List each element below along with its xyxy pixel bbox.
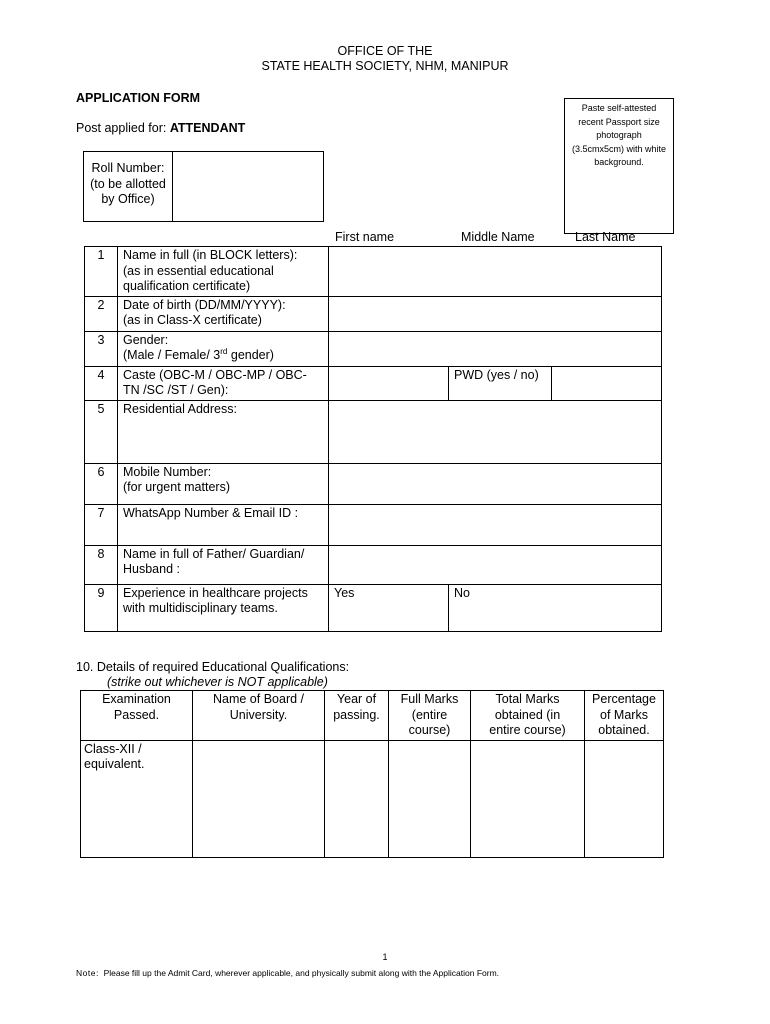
examination-cell (81, 740, 193, 857)
row-label-line: Caste (OBC-M / OBC-MP / OBC- (123, 367, 307, 382)
full-name-field[interactable] (329, 247, 662, 297)
header-line: Name of Board / (212, 692, 304, 706)
gender-superscript: rd (220, 346, 228, 356)
row-label (118, 296, 329, 331)
row-number: 6 (85, 463, 118, 504)
middle-name-header: Middle Name (461, 230, 535, 244)
row-label-line: with multidisciplinary teams. (123, 601, 278, 615)
roll-label-line-3: by Office) (101, 192, 155, 206)
row-number: 1 (85, 247, 118, 297)
table-row (85, 296, 662, 331)
experience-no-option[interactable]: No (449, 584, 662, 631)
photo-box[interactable] (564, 98, 674, 234)
board-field[interactable] (193, 740, 325, 857)
header-line: passing. (333, 707, 380, 722)
row-label (118, 545, 329, 584)
header-line: Passed. (113, 707, 160, 722)
row-label (118, 584, 329, 631)
row-label-line: Mobile Number: (123, 464, 212, 479)
footer-note (76, 968, 499, 978)
full-marks-field[interactable] (389, 740, 471, 857)
experience-yes-option[interactable]: Yes (329, 584, 449, 631)
row-label-line: WhatsApp Number & Email ID : (123, 505, 299, 520)
table-row (85, 400, 662, 463)
header-line: Percentage (592, 692, 656, 706)
row-number: 3 (85, 331, 118, 366)
roll-number-field[interactable] (173, 152, 324, 222)
qualifications-header-row (81, 691, 664, 741)
header-line: Full Marks (400, 692, 459, 706)
row-label-line: TN /SC /ST / Gen): (123, 383, 229, 397)
date-of-birth-field[interactable] (329, 296, 662, 331)
guardian-name-field[interactable] (329, 545, 662, 584)
row-number: 7 (85, 504, 118, 545)
header-line: entire course) (489, 723, 566, 737)
exam-line: equivalent. (84, 757, 145, 771)
whatsapp-email-field[interactable] (329, 504, 662, 545)
header-line: (entire (411, 707, 448, 722)
table-row (85, 366, 662, 400)
last-name-header: Last Name (575, 230, 636, 244)
header-line-2: STATE HEALTH SOCIETY, NHM, MANIPUR (261, 59, 509, 73)
header-board (193, 691, 325, 741)
roll-label-line-1: Roll Number: (91, 161, 165, 175)
form-title: APPLICATION FORM (76, 91, 201, 105)
header-line: obtained (in (494, 707, 561, 722)
table-row (85, 504, 662, 545)
row-number: 2 (85, 296, 118, 331)
row-label (118, 463, 329, 504)
roll-number-label (84, 152, 173, 222)
row-label (118, 247, 329, 297)
table-row (85, 584, 662, 631)
table-row (85, 331, 662, 366)
header-line: Examination (102, 692, 171, 706)
mobile-number-field[interactable] (329, 463, 662, 504)
qualifications-table (80, 690, 664, 858)
first-name-header: First name (335, 230, 395, 244)
pwd-label: PWD (yes / no) (449, 366, 552, 400)
row-label-line: (for urgent matters) (123, 480, 230, 494)
post-value: ATTENDANT (169, 121, 246, 135)
photo-instructions: Paste self-attested recent Passport size photograph (3.5cmx5cm) with white background. (571, 103, 667, 167)
qualifications-note: (strike out whichever is NOT applicable) (107, 675, 328, 689)
row-label-line: Gender: (123, 332, 169, 347)
header-full-marks (389, 691, 471, 741)
header-year (325, 691, 389, 741)
row-label (118, 366, 329, 400)
applicant-details-table (84, 246, 662, 632)
row-label-line: qualification certificate) (123, 279, 251, 293)
row-label-line (123, 348, 323, 364)
header-line-1: OFFICE OF THE (337, 44, 433, 58)
row-number: 8 (85, 545, 118, 584)
row-label-line: Husband : (123, 562, 180, 576)
gender-field[interactable] (329, 331, 662, 366)
header-line: course) (408, 723, 451, 737)
row-label-line: Residential Address: (123, 401, 237, 416)
row-number: 4 (85, 366, 118, 400)
row-label (118, 400, 329, 463)
roll-number-table (83, 151, 324, 222)
row-label (118, 331, 329, 366)
total-marks-field[interactable] (471, 740, 585, 857)
header-percentage (585, 691, 664, 741)
row-label-line: Name in full (in BLOCK letters): (123, 248, 298, 262)
header-line: Year of (336, 692, 377, 706)
qualifications-title: 10. Details of required Educational Qualifications: (76, 660, 350, 674)
row-label (118, 504, 329, 545)
address-field[interactable] (329, 400, 662, 463)
row-label-line: Experience in healthcare projects (123, 585, 308, 600)
row-label-line: Date of birth (DD/MM/YYYY): (123, 297, 286, 312)
gender-options-text: (Male / Female/ 3 (123, 348, 221, 362)
header-total-marks (471, 691, 585, 741)
post-label: Post applied for: (76, 121, 170, 135)
post-applied (76, 121, 245, 135)
table-row (85, 545, 662, 584)
roll-label-line-2: (to be allotted (90, 176, 166, 191)
row-label-line: (as in Class-X certificate) (123, 313, 262, 327)
percentage-field[interactable] (585, 740, 664, 857)
pwd-field[interactable] (552, 366, 662, 400)
row-label-line: Name in full of Father/ Guardian/ (123, 546, 305, 561)
page-number: 1 (382, 952, 388, 962)
row-label-line: (as in essential educational (123, 263, 274, 278)
office-header (0, 44, 770, 74)
header-line: Total Marks (495, 692, 560, 706)
exam-line: Class-XII / (84, 741, 142, 756)
table-row (81, 740, 664, 857)
gender-options-text-end: gender) (227, 348, 274, 362)
caste-field[interactable] (329, 366, 449, 400)
header-line: obtained. (598, 723, 650, 737)
header-line: of Marks (600, 707, 648, 722)
row-number: 9 (85, 584, 118, 631)
row-number: 5 (85, 400, 118, 463)
note-text: Please fill up the Admit Card, wherever applicable, and physically submit along with the Application Form. (103, 968, 500, 978)
header-line: University. (229, 707, 288, 722)
header-examination (81, 691, 193, 741)
table-row (85, 463, 662, 504)
year-field[interactable] (325, 740, 389, 857)
table-row (85, 247, 662, 297)
note-label: Note: (76, 968, 99, 978)
